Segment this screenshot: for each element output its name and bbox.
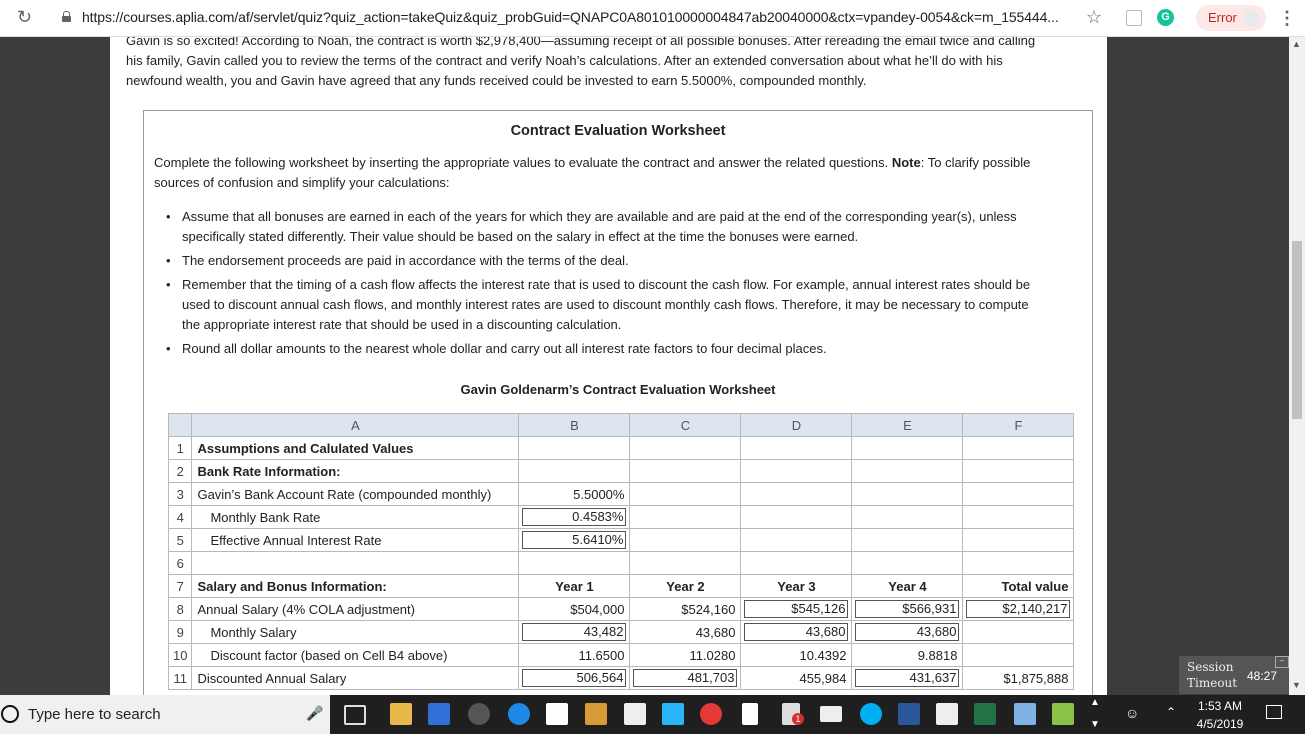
table-row bbox=[169, 575, 1074, 598]
note-label: Note bbox=[891, 155, 921, 170]
cell-b4 bbox=[519, 506, 630, 529]
cell-c9: 43,680 bbox=[630, 621, 741, 644]
people-icon[interactable]: ☺ bbox=[1125, 705, 1140, 721]
bullet-item: • Round all dollar amounts to the nearest whole dollar and carry out all interest rate factors to four decimal places. bbox=[154, 339, 1034, 359]
cell-f9 bbox=[963, 621, 1074, 644]
cell-e6 bbox=[852, 552, 963, 575]
cell-e7: Year 4 bbox=[852, 575, 963, 598]
session-label-line: Timeout bbox=[1187, 676, 1238, 690]
table-row bbox=[169, 644, 1074, 667]
scroll-down-icon[interactable]: ▼ bbox=[1292, 680, 1301, 690]
quiz-content bbox=[110, 37, 1107, 695]
cell-f10 bbox=[963, 644, 1074, 667]
row-label: Assumptions and Calulated Values bbox=[192, 437, 519, 460]
cell-e9 bbox=[852, 621, 963, 644]
intro-line: Gavin is so excited! According to Noah, the contract is worth $2,978,400—assuming receipt of all possible bonuses. After rereading the email twice and calling bbox=[126, 37, 1036, 48]
cell-e1 bbox=[852, 437, 963, 460]
row-label: Discounted Annual Salary bbox=[192, 667, 519, 690]
column-header: B bbox=[519, 414, 630, 437]
cell-b7: Year 1 bbox=[519, 575, 630, 598]
app-icon[interactable] bbox=[585, 703, 607, 725]
instructions-text: : To clarify possible sources of confusion and simplify your calculations: bbox=[154, 155, 1031, 190]
cell-c6 bbox=[630, 552, 741, 575]
cell-e10: 9.8818 bbox=[852, 644, 963, 667]
cell-e2 bbox=[852, 460, 963, 483]
cell-d7: Year 3 bbox=[741, 575, 852, 598]
worksheet-instructions bbox=[154, 153, 1054, 193]
cell-c5 bbox=[630, 529, 741, 552]
table-row bbox=[169, 529, 1074, 552]
cell-b11 bbox=[519, 667, 630, 690]
answer-input[interactable]: 431,637 bbox=[855, 669, 959, 687]
table-row bbox=[169, 598, 1074, 621]
cell-f1 bbox=[963, 437, 1074, 460]
table-row bbox=[169, 483, 1074, 506]
cell-f5 bbox=[963, 529, 1074, 552]
row-label: Monthly Salary bbox=[192, 621, 519, 644]
microphone-icon[interactable]: 🎤 bbox=[306, 705, 324, 721]
bullet-item: • The endorsement proceeds are paid in accordance with the terms of the deal. bbox=[154, 251, 1034, 271]
cell-b3: 5.5000% bbox=[519, 483, 630, 506]
taskbar-search[interactable] bbox=[0, 695, 330, 734]
lock-icon[interactable] bbox=[62, 11, 71, 22]
row-number: 4 bbox=[169, 506, 192, 529]
table-row bbox=[169, 506, 1074, 529]
page-gutter-right bbox=[1107, 37, 1289, 695]
cell-e3 bbox=[852, 483, 963, 506]
cell-b2 bbox=[519, 460, 630, 483]
column-header: A bbox=[192, 414, 519, 437]
cell-f3 bbox=[963, 483, 1074, 506]
cell-d2 bbox=[741, 460, 852, 483]
cell-d3 bbox=[741, 483, 852, 506]
session-label-line: Session bbox=[1187, 660, 1234, 674]
answer-input[interactable]: 43,680 bbox=[855, 623, 959, 641]
app-icon[interactable] bbox=[936, 703, 958, 725]
answer-input[interactable]: 5.6410% bbox=[522, 531, 626, 549]
cortana-icon[interactable] bbox=[1, 705, 19, 723]
table-row bbox=[169, 437, 1074, 460]
cell-f8 bbox=[963, 598, 1074, 621]
row-label: Annual Salary (4% COLA adjustment) bbox=[192, 598, 519, 621]
cell-c11 bbox=[630, 667, 741, 690]
word-icon[interactable] bbox=[898, 703, 920, 725]
browser-toolbar bbox=[0, 0, 1305, 37]
table-row bbox=[169, 552, 1074, 575]
grammarly-icon[interactable]: G bbox=[1157, 9, 1174, 26]
profile-error-button[interactable] bbox=[1196, 5, 1266, 31]
edge-icon[interactable] bbox=[508, 703, 530, 725]
cell-d8 bbox=[741, 598, 852, 621]
column-header: D bbox=[741, 414, 852, 437]
cell-e8 bbox=[852, 598, 963, 621]
clock-date: 4/5/2019 bbox=[1196, 717, 1244, 731]
cell-b10: 11.6500 bbox=[519, 644, 630, 667]
mail-icon[interactable] bbox=[820, 706, 842, 722]
scroll-down-icon[interactable]: ▼ bbox=[1090, 719, 1100, 730]
table-row bbox=[169, 667, 1074, 690]
worksheet-title: Contract Evaluation Worksheet bbox=[510, 123, 726, 139]
media-icon[interactable] bbox=[468, 703, 490, 725]
amazon-icon[interactable] bbox=[546, 703, 568, 725]
answer-input[interactable]: $545,126 bbox=[744, 600, 848, 618]
system-clock[interactable] bbox=[1190, 697, 1250, 733]
table-row bbox=[169, 621, 1074, 644]
avatar bbox=[1244, 10, 1260, 26]
cell-d1 bbox=[741, 437, 852, 460]
cell-d4 bbox=[741, 506, 852, 529]
column-header: C bbox=[630, 414, 741, 437]
row-number: 9 bbox=[169, 621, 192, 644]
app-icon[interactable] bbox=[662, 703, 684, 725]
answer-input[interactable]: 43,482 bbox=[522, 623, 626, 641]
row-number: 5 bbox=[169, 529, 192, 552]
instruction-bullets bbox=[154, 207, 1034, 363]
sheet-title: Gavin Goldenarm’s Contract Evaluation Worksheet bbox=[460, 382, 776, 397]
session-timeout-widget bbox=[1179, 656, 1289, 694]
extension-icon[interactable] bbox=[1126, 10, 1142, 26]
cell-c7: Year 2 bbox=[630, 575, 741, 598]
file-explorer-icon[interactable] bbox=[390, 703, 412, 725]
cell-f11: $1,875,888 bbox=[963, 667, 1074, 690]
cell-c2 bbox=[630, 460, 741, 483]
intro-line: newfound wealth, you and Gavin have agreed that any funds received could be invested to earn 5.5000%, compounded monthly. bbox=[126, 73, 867, 88]
home-icon[interactable] bbox=[624, 703, 646, 725]
store-icon[interactable] bbox=[428, 703, 450, 725]
scrollbar-thumb[interactable] bbox=[1292, 241, 1302, 419]
cell-f7: Total value bbox=[963, 575, 1074, 598]
answer-input[interactable]: 43,680 bbox=[744, 623, 848, 641]
cell-c10: 11.0280 bbox=[630, 644, 741, 667]
row-label: Bank Rate Information: bbox=[192, 460, 519, 483]
row-label: Monthly Bank Rate bbox=[192, 506, 519, 529]
app-icon[interactable] bbox=[1014, 703, 1036, 725]
bullet-item: • Remember that the timing of a cash flow affects the interest rate that is used to discount the cash flow. For example, annual interest rates should be used to discount annual cash flows, and monthly interest rates are used to discount monthly cash flows. Therefore, it may be necessary to compute the appropriate interest rate that should be used in a discounting calculation. bbox=[154, 275, 1034, 335]
action-center-icon[interactable] bbox=[1266, 705, 1282, 719]
cell-e11 bbox=[852, 667, 963, 690]
reload-icon[interactable]: ↻ bbox=[17, 7, 33, 27]
cell-d6 bbox=[741, 552, 852, 575]
row-number: 1 bbox=[169, 437, 192, 460]
cell-c8: $524,160 bbox=[630, 598, 741, 621]
task-view-icon[interactable] bbox=[344, 705, 366, 725]
row-label: Gavin’s Bank Account Rate (compounded monthly) bbox=[192, 483, 519, 506]
row-label bbox=[192, 552, 519, 575]
cell-e4 bbox=[852, 506, 963, 529]
row-number: 3 bbox=[169, 483, 192, 506]
cell-c3 bbox=[630, 483, 741, 506]
row-label: Discount factor (based on Cell B4 above) bbox=[192, 644, 519, 667]
row-number: 2 bbox=[169, 460, 192, 483]
search-input[interactable]: Type here to search bbox=[28, 706, 161, 723]
row-number: 8 bbox=[169, 598, 192, 621]
clock-time: 1:53 AM bbox=[1197, 699, 1243, 713]
row-number: 6 bbox=[169, 552, 192, 575]
row-label: Salary and Bonus Information: bbox=[192, 575, 519, 598]
app-icon[interactable] bbox=[1052, 703, 1074, 725]
bookmark-star-icon[interactable]: ☆ bbox=[1086, 7, 1103, 27]
row-number: 7 bbox=[169, 575, 192, 598]
cell-b9 bbox=[519, 621, 630, 644]
address-bar[interactable]: https://courses.aplia.com/af/servlet/quiz?quiz_action=takeQuiz&quiz_probGuid=QNAPC0A801010000004847ab20040000&ctx=vpandey-0054&ck=m_155444... bbox=[82, 9, 1059, 25]
error-label: Error bbox=[1208, 10, 1237, 25]
session-timeout-label bbox=[1187, 659, 1237, 691]
browser-menu-icon[interactable]: ⋮ bbox=[1278, 8, 1296, 28]
worksheet-panel bbox=[143, 110, 1093, 695]
answer-input[interactable]: 481,703 bbox=[633, 669, 737, 687]
bullet-item: • Assume that all bonuses are earned in each of the years for which they are available and are paid at the end of the corresponding year(s), unless specifically stated differently. Their value should be based on the salary in effect at the time the bonuses were earned. bbox=[154, 207, 1034, 247]
session-timer: 48:27 bbox=[1247, 669, 1278, 683]
cell-d5 bbox=[741, 529, 852, 552]
row-label: Effective Annual Interest Rate bbox=[192, 529, 519, 552]
excel-icon[interactable] bbox=[974, 703, 996, 725]
answer-input[interactable]: $566,931 bbox=[855, 600, 959, 618]
windows-taskbar bbox=[0, 695, 1305, 734]
column-header-row bbox=[169, 414, 1074, 437]
notification-badge: 1 bbox=[792, 713, 804, 725]
minimize-icon[interactable]: – bbox=[1275, 656, 1289, 668]
cell-b1 bbox=[519, 437, 630, 460]
cell-b8: $504,000 bbox=[519, 598, 630, 621]
cell-f6 bbox=[963, 552, 1074, 575]
cell-c1 bbox=[630, 437, 741, 460]
table-row bbox=[169, 460, 1074, 483]
column-header: E bbox=[852, 414, 963, 437]
page-scrollbar[interactable] bbox=[1289, 37, 1305, 695]
instructions-text: Complete the following worksheet by inserting the appropriate values to evaluate the contract and answer the related questions. bbox=[154, 155, 889, 170]
answer-input[interactable]: 0.4583% bbox=[522, 508, 626, 526]
row-number: 11 bbox=[169, 667, 192, 690]
cell-d11: 455,984 bbox=[741, 667, 852, 690]
cell-e5 bbox=[852, 529, 963, 552]
answer-input[interactable]: $2,140,217 bbox=[966, 600, 1070, 618]
intro-line: his family, Gavin called you to review the terms of the contract and verify Noah’s calculations. After an extended conversation about what he’ll do with his bbox=[126, 53, 1003, 68]
spreadsheet-table bbox=[168, 413, 1074, 690]
chrome-icon[interactable] bbox=[700, 703, 722, 725]
scroll-up-icon[interactable]: ▲ bbox=[1090, 697, 1100, 708]
cell-b5 bbox=[519, 529, 630, 552]
cell-f4 bbox=[963, 506, 1074, 529]
column-header: F bbox=[963, 414, 1074, 437]
cell-b6 bbox=[519, 552, 630, 575]
chevron-up-icon[interactable]: ⌃ bbox=[1166, 705, 1177, 719]
intro-text bbox=[126, 37, 1096, 91]
document-icon[interactable] bbox=[742, 703, 758, 725]
row-number: 10 bbox=[169, 644, 192, 667]
answer-input[interactable]: 506,564 bbox=[522, 669, 626, 687]
scroll-up-icon[interactable]: ▲ bbox=[1292, 39, 1301, 49]
corner-cell bbox=[169, 414, 192, 437]
page-gutter-left bbox=[0, 37, 110, 695]
cell-f2 bbox=[963, 460, 1074, 483]
skype-icon[interactable] bbox=[860, 703, 882, 725]
cell-c4 bbox=[630, 506, 741, 529]
cell-d9 bbox=[741, 621, 852, 644]
cell-d10: 10.4392 bbox=[741, 644, 852, 667]
